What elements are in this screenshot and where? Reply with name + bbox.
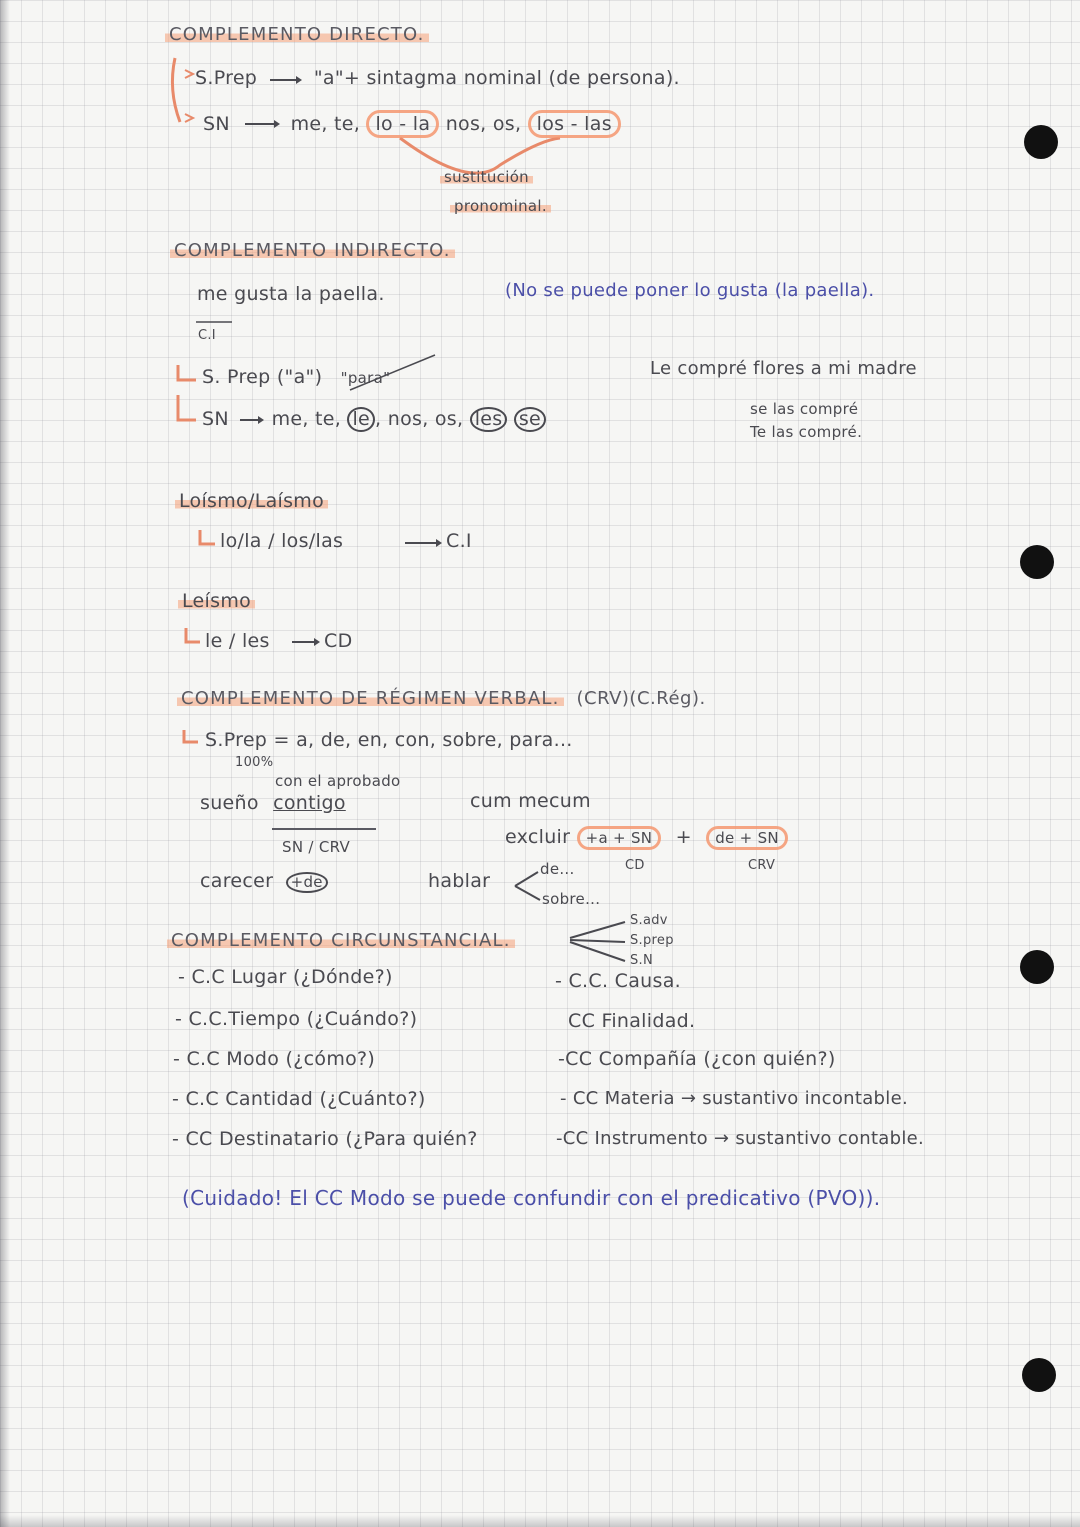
loismo-rule: lo/la / los/las	[220, 530, 344, 552]
crv-example-main: sueño	[200, 792, 259, 814]
ci-sprep-row	[202, 366, 390, 388]
cc-left-item: - CC Destinatario (¿Para quién?	[172, 1128, 478, 1150]
cd-sust-text1: sustitución	[440, 168, 533, 186]
ci-se: se	[514, 407, 546, 432]
cc-right-item: -CC Compañía (¿con quién?)	[558, 1048, 836, 1070]
crv-sprep: S.Prep = a, de, en, con, sobre, para...	[205, 729, 573, 751]
cc-left-item: - C.C.Tiempo (¿Cuándo?)	[175, 1008, 418, 1030]
cc-right-item: - CC Materia → sustantivo incontable.	[560, 1088, 908, 1109]
cc-left-item: - C.C Cantidad (¿Cuánto?)	[172, 1088, 426, 1110]
ci-title: COMPLEMENTO INDIRECTO.	[170, 240, 455, 261]
crv-abbr: (CRV)(C.Rég).	[576, 688, 706, 709]
ci-para: "para"	[340, 369, 391, 387]
crv-example-label: SN / CRV	[282, 838, 351, 856]
ci-sn-forms: me, te,	[271, 408, 342, 430]
crv-excluir-row	[505, 826, 788, 850]
cc-heading	[167, 930, 515, 951]
cd-nos-os: nos, os,	[445, 113, 522, 135]
cd-sprep-desc: "a"+ sintagma nominal (de persona).	[313, 67, 680, 89]
crv-carecer-de: +de	[286, 872, 328, 893]
crv-example-contigo: contigo	[273, 792, 346, 814]
ci-example-label: C.I	[198, 328, 216, 343]
crv-latin: cum mecum	[470, 790, 591, 812]
ci-les: les	[470, 407, 508, 432]
ci-example-3: Te las compré.	[750, 423, 863, 441]
cd-sust-text2: pronominal.	[450, 197, 551, 215]
ci-example-2: se las compré	[750, 400, 859, 418]
crv-hablar-de: de...	[540, 860, 575, 878]
ci-example-1: Le compré flores a mi madre	[650, 358, 917, 379]
cd-sn-forms: me, te,	[290, 113, 361, 135]
cc-right-item: CC Finalidad.	[568, 1010, 696, 1032]
crv-label-cd: CD	[625, 858, 645, 873]
crv-example-top: con el aprobado	[275, 772, 401, 790]
leismo-result: CD	[324, 630, 353, 652]
ci-note: (No se puede poner lo gusta (la paella).	[505, 280, 875, 301]
loismo-result: C.I	[446, 530, 472, 552]
ci-le: le	[347, 407, 375, 432]
cc-left-item: - C.C Lugar (¿Dónde?)	[178, 966, 393, 988]
crv-ring-crv: de + SN	[706, 826, 788, 850]
crv-excluir: excluir	[505, 826, 571, 848]
leismo-rule: le / les	[205, 630, 270, 652]
cd-sust-line1	[440, 168, 533, 186]
ci-heading	[170, 240, 455, 261]
cd-heading	[165, 24, 429, 45]
crv-carecer-row	[200, 870, 328, 893]
cd-sn-label: SN	[203, 113, 230, 135]
cd-sprep-label: S.Prep	[195, 67, 258, 89]
crv-plus: +	[675, 826, 692, 848]
cd-los-las: los - las	[528, 110, 621, 138]
cc-type-sn: S.N	[630, 953, 654, 968]
crv-label-crv: CRV	[748, 858, 776, 873]
crv-hablar: hablar	[428, 870, 491, 892]
ci-sprep-label: S. Prep ("a")	[202, 366, 323, 388]
crv-hablar-sobre: sobre...	[542, 890, 601, 908]
crv-title: COMPLEMENTO DE RÉGIMEN VERBAL.	[177, 688, 564, 709]
cc-left-item: - C.C Modo (¿cómo?)	[173, 1048, 376, 1070]
cc-right-item: - C.C. Causa.	[555, 970, 681, 992]
ci-nos-os: , nos, os,	[375, 408, 464, 430]
crv-ring-cd: +a + SN	[577, 826, 662, 850]
cd-lo-la: lo - la	[366, 110, 439, 138]
cc-type-adv: S.adv	[630, 913, 668, 928]
loismo-heading	[175, 490, 328, 512]
cc-type-prep: S.prep	[630, 933, 674, 948]
ci-sn-row	[202, 407, 546, 432]
cc-warning: (Cuidado! El CC Modo se puede confundir con el predicativo (PVO)).	[182, 1186, 881, 1210]
loismo-rule-row	[220, 530, 343, 552]
ci-example: me gusta la paella.	[197, 283, 385, 305]
crv-pct: 100%	[235, 755, 274, 770]
cd-title: COMPLEMENTO DIRECTO.	[165, 24, 429, 45]
leismo-title: Leísmo	[178, 590, 255, 612]
crv-carecer: carecer	[200, 870, 274, 892]
cc-right-item: -CC Instrumento → sustantivo contable.	[556, 1128, 925, 1149]
cd-sprep-row	[195, 67, 680, 89]
ci-sn-label: SN	[202, 408, 229, 430]
loismo-title: Loísmo/Laísmo	[175, 490, 328, 512]
crv-example-underline	[272, 828, 376, 830]
cc-title: COMPLEMENTO CIRCUNSTANCIAL.	[167, 930, 515, 951]
cd-sn-row	[203, 110, 621, 138]
cd-sust-line2	[450, 197, 551, 215]
crv-example-row	[200, 792, 346, 814]
crv-heading	[177, 688, 706, 709]
leismo-heading	[178, 590, 255, 612]
